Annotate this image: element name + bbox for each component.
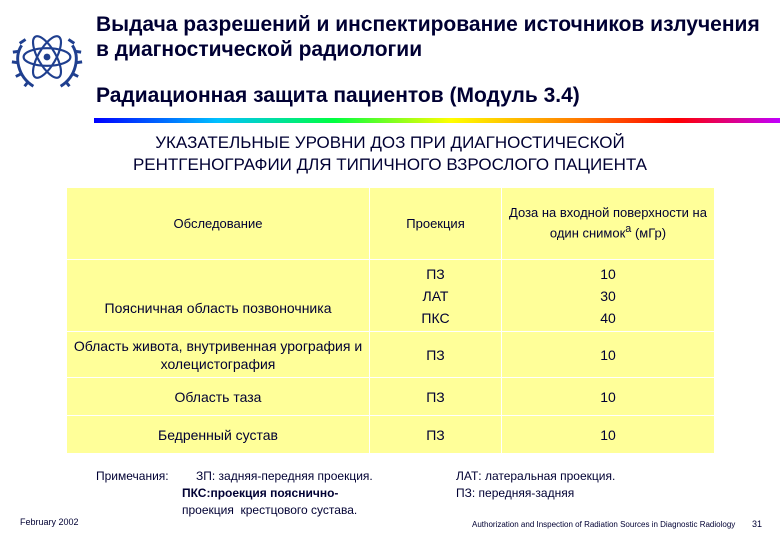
heading-line-2: РЕНТГЕНОГРАФИИ ДЛЯ ТИПИЧНОГО ВЗРОСЛОГО ПАЦИЕНТА bbox=[132, 155, 648, 174]
dose-reference-table bbox=[66, 187, 715, 454]
iaea-atom-logo-icon bbox=[8, 18, 86, 96]
note-pks: ПКС:проекция пояснично- bbox=[182, 486, 339, 500]
dose-value: 30 bbox=[600, 287, 616, 304]
cell-projection: ПЗ bbox=[370, 332, 502, 378]
cell-exam: Область живота, внутривенная урография и холецистография bbox=[67, 332, 370, 378]
projection-value: ПЗ bbox=[426, 265, 445, 282]
table-row bbox=[67, 378, 715, 416]
module-subtitle: Радиационная защита пациентов (Модуль 3.4) bbox=[96, 84, 580, 107]
note-pks-cont: проекция крестцового сустава. bbox=[182, 503, 358, 517]
note-lat: ЛАТ: латеральная проекция. bbox=[456, 469, 616, 483]
cell-projection: ПЗ bbox=[370, 378, 502, 416]
cell-dose: 10 bbox=[502, 378, 715, 416]
footer-date: February 2002 bbox=[20, 517, 79, 527]
projection-value: ЛАТ bbox=[422, 287, 449, 304]
header-projection: Проекция bbox=[370, 188, 502, 260]
cell-projection: ПЗ bbox=[370, 416, 502, 454]
cell-exam: Область таза bbox=[67, 378, 370, 416]
rainbow-divider bbox=[94, 118, 780, 123]
cell-dose bbox=[502, 260, 715, 332]
table-row bbox=[67, 260, 715, 332]
header-dose-superscript: a bbox=[625, 223, 632, 236]
cell-exam: Поясничная область позвоночника bbox=[67, 260, 370, 332]
table-header-row bbox=[67, 188, 715, 260]
cell-exam: Бедренный сустав bbox=[67, 416, 370, 454]
projection-value: ПКС bbox=[421, 309, 450, 326]
footer-course-title: Authorization and Inspection of Radiation Sources in Diagnostic Radiology bbox=[472, 520, 736, 529]
dose-value: 10 bbox=[600, 265, 616, 282]
cell-dose: 10 bbox=[502, 416, 715, 454]
header-dose-text: Доза на входной поверхности на один снимок bbox=[509, 205, 707, 241]
heading-line-1: УКАЗАТЕЛЬНЫЕ УРОВНИ ДОЗ ПРИ ДИАГНОСТИЧЕСКОЙ bbox=[155, 133, 625, 152]
table-row bbox=[67, 416, 715, 454]
slide-title: Выдача разрешений и инспектирование источников излучения в диагностической радиологии bbox=[96, 13, 760, 61]
cell-projection bbox=[370, 260, 502, 332]
header-exam: Обследование bbox=[67, 188, 370, 260]
cell-dose: 10 bbox=[502, 332, 715, 378]
note-zp: ЗП: задняя-передняя проекция. bbox=[196, 469, 373, 483]
table-row bbox=[67, 332, 715, 378]
note-pz: ПЗ: передняя-задняя bbox=[456, 486, 575, 500]
notes-label: Примечания: bbox=[96, 469, 169, 483]
header-dose-unit: (мГр) bbox=[631, 225, 667, 241]
dose-value: 40 bbox=[600, 309, 616, 326]
page-number: 31 bbox=[752, 519, 763, 529]
table-heading bbox=[40, 132, 740, 176]
header-dose bbox=[502, 188, 715, 260]
